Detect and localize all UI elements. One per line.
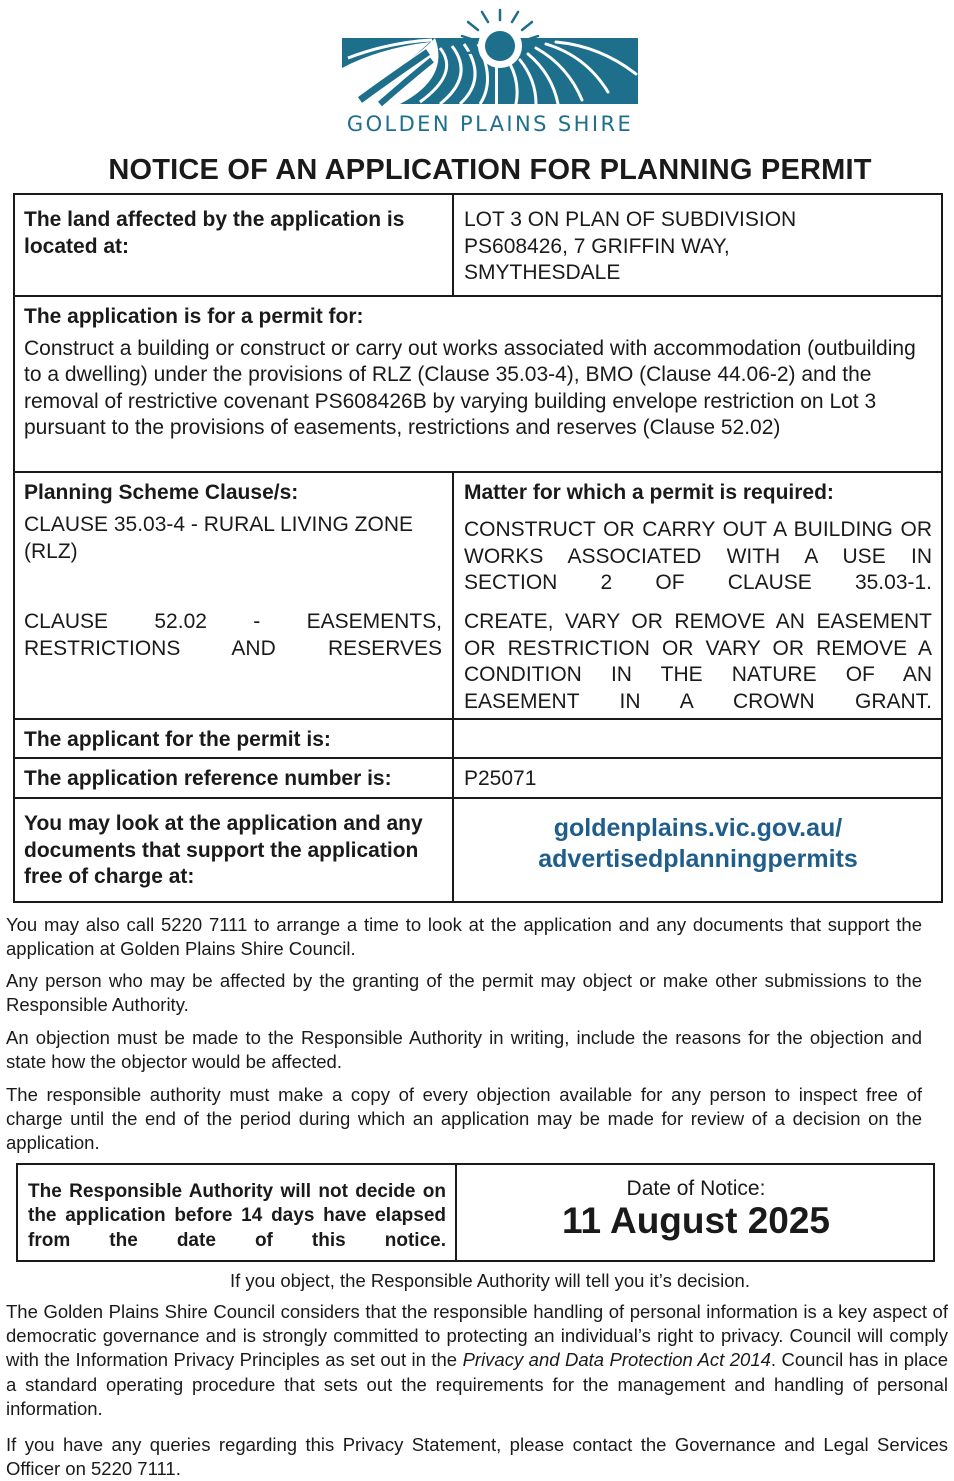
divider (14, 718, 942, 720)
notice-date: 11 August 2025 (561, 1200, 831, 1241)
divider (14, 471, 942, 473)
permit-label: The application is for a permit for: (24, 305, 364, 328)
privacy-queries: If you have any queries regarding this Privacy Statement, please contact the Governance and Legal Services Officer on 5220 7111. (6, 1434, 948, 1480)
divider (14, 757, 942, 759)
matter-header: Matter for which a permit is required: (464, 481, 834, 504)
divider (14, 797, 942, 799)
land-label: The land affected by the application is located at: (24, 208, 405, 258)
permit-description: Construct a building or construct or carry out works associated with accommodation (outbuilding to a dwelling) under the provisions of RLZ (Clause 35.03-4), BMO (Clause 44.06-2) and the removal of restrictive covenant PS608426B by varying building envelope restriction on Lot 3 pursuant to the provisions of easements, restrictions and reserves (Clause 52.02) (24, 337, 916, 439)
privacy-text: The Golden Plains Shire Council considers that the responsible handling of personal information is a key aspect of democratic governance and is strongly committed to protecting an individual’s right to privacy. Council will comply with the Information Privacy Principles as set out in the (6, 1301, 948, 1371)
inspect-label: You may look at the application and any documents that support the application free of charge at: (24, 812, 423, 888)
reference-label: The application reference number is: (24, 767, 392, 790)
paragraph-copy: The responsible authority must make a copy of every objection available for any person to inspect free of charge until the end of the period during which an application may be made for review of a decision on the application. (6, 1084, 922, 1153)
matter-item: CONSTRUCT OR CARRY OUT A BUILDING OR WORKS ASSOCIATED WITH A USE IN SECTION 2 OF CLAUSE 35.03-1. (464, 518, 932, 594)
applicant-label: The applicant for the permit is: (24, 728, 331, 751)
link-line-1[interactable]: goldenplains.vic.gov.au/ (553, 814, 843, 842)
council-logo (340, 8, 640, 138)
objection-note: If you object, the Responsible Authority will tell you it’s decision. (230, 1270, 750, 1291)
clause-item: CLAUSE 35.03-4 - RURAL LIVING ZONE (RLZ) (24, 513, 414, 563)
paragraph-objection: An objection must be made to the Responsible Authority in writing, include the reasons for the objection and state how the objector would be affected. (6, 1027, 922, 1072)
divider (452, 194, 454, 296)
divider (14, 295, 942, 297)
divider (455, 1164, 457, 1261)
date-label: Date of Notice: (626, 1177, 766, 1200)
paragraph-affected: Any person who may be affected by the granting of the permit may object or make other submissions to the Responsible Authority. (6, 970, 922, 1015)
privacy-statement (6, 1300, 948, 1421)
decision-notice: The Responsible Authority will not decide on the application before 14 days have elapsed from the date of this notice. (28, 1181, 446, 1251)
shire-name: GOLDEN PLAINS SHIRE (346, 112, 634, 136)
matter-item: CREATE, VARY OR REMOVE AN EASEMENT OR RESTRICTION OR VARY OR REMOVE A CONDITION IN THE NATURE OF AN EASEMENT IN A CROWN GRANT. (464, 610, 932, 713)
advertised-permits-link[interactable] (456, 813, 940, 875)
act-name: Privacy and Data Protection Act 2014 (462, 1349, 771, 1371)
sun-waves-icon (340, 8, 640, 112)
clause-item: CLAUSE 52.02 - EASEMENTS, RESTRICTIONS AND RESERVES (24, 610, 442, 660)
land-address: LOT 3 ON PLAN OF SUBDIVISION PS608426, 7 GRIFFIN WAY, SMYTHESDALE (464, 208, 797, 284)
paragraph-call: You may also call 5220 7111 to arrange a time to look at the application and any documents that support the application at Golden Plains Shire Council. (6, 914, 922, 959)
privacy-text: . Council has in place a standard operating procedure that sets out the requirements for the management and handling of personal information. (6, 1349, 948, 1419)
divider (452, 471, 454, 903)
clause-header: Planning Scheme Clause/s: (24, 481, 299, 504)
page-title: NOTICE OF AN APPLICATION FOR PLANNING PERMIT (108, 154, 872, 186)
reference-number: P25071 (464, 767, 537, 790)
link-line-2[interactable]: advertisedplanningpermits (538, 845, 858, 873)
